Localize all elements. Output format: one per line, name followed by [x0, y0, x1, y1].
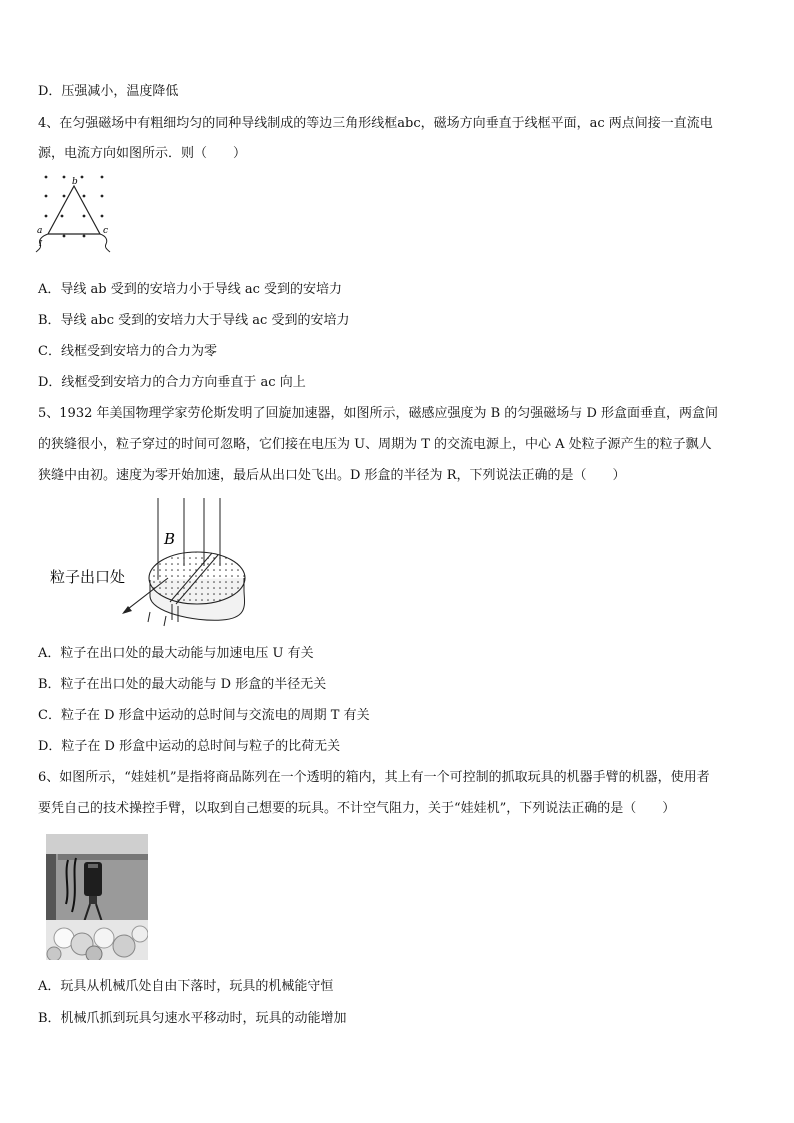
vertex-b-label: b [72, 177, 78, 187]
q6-stem-line-2: 要凭自己的技术操控手臂，以取到自己想要的玩具。不计空气阻力，关于“娃娃机”，下列说法正确的是（ ） [38, 801, 676, 816]
vertex-c-label: c [103, 226, 109, 236]
cyclotron-svg [44, 496, 264, 628]
q4-option-c: C．线框受到安培力的合力为零 [38, 344, 217, 359]
current-i-label: I [39, 239, 43, 248]
q4-stem-line-2: 源，电流方向如图所示．则（ ） [38, 146, 247, 161]
cyclotron-figure [44, 496, 264, 632]
exit-label: 粒子出口处 [50, 568, 126, 586]
q5-stem-line-3: 狭缝中由初。速度为零开始加速，最后从出口处飞出。D 形盒的半径为 R，下列说法正确的是（ ） [38, 468, 626, 483]
q4-option-d: D．线框受到安培力的合力方向垂直于 ac 向上 [38, 375, 306, 390]
q6-option-b: B．机械爪抓到玩具匀速水平移动时，玩具的动能增加 [38, 1011, 347, 1026]
claw-machine-photo [46, 834, 148, 964]
q6-stem-line-1: 6、如图所示，“娃娃机”是指将商品陈列在一个透明的箱内，其上有一个可控制的抓取玩具的机器手臂的机器，使用者 [38, 770, 710, 785]
q3-option-d: D．压强减小，温度降低 [38, 84, 179, 99]
q5-stem-line-1: 5、1932 年美国物理学家劳伦斯发明了回旋加速器，如图所示，磁感应强度为 B 的匀强磁场与 D 形盒面垂直，两盒间 [38, 406, 718, 421]
q5-option-c: C．粒子在 D 形盒中运动的总时间与交流电的周期 T 有关 [38, 708, 370, 723]
claw-machine-svg [46, 834, 148, 960]
q5-option-d: D．粒子在 D 形盒中运动的总时间与粒子的比荷无关 [38, 739, 341, 754]
q4-option-b: B．导线 abc 受到的安培力大于导线 ac 受到的安培力 [38, 313, 350, 328]
q4-option-a: A．导线 ab 受到的安培力小于导线 ac 受到的安培力 [38, 282, 343, 297]
q5-option-a: A．粒子在出口处的最大动能与加速电压 U 有关 [38, 646, 314, 661]
q5-stem-line-2: 的狭缝很小，粒子穿过的时间可忽略，它们接在电压为 U、周期为 T 的交流电源上，中心 A 处粒子源产生的粒子飘人 [38, 437, 712, 452]
triangle-frame-svg [34, 170, 118, 254]
q6-option-a: A．玩具从机械爪处自由下落时，玩具的机械能守恒 [38, 979, 334, 994]
triangle-frame-figure [34, 170, 118, 258]
vertex-a-label: a [37, 226, 43, 236]
q4-stem-line-1: 4、在匀强磁场中有粗细均匀的同种导线制成的等边三角形线框abc，磁场方向垂直于线框平面，ac 两点间接一直流电 [38, 116, 713, 131]
q5-option-b: B．粒子在出口处的最大动能与 D 形盒的半径无关 [38, 677, 327, 692]
field-b-label: B [164, 530, 176, 548]
